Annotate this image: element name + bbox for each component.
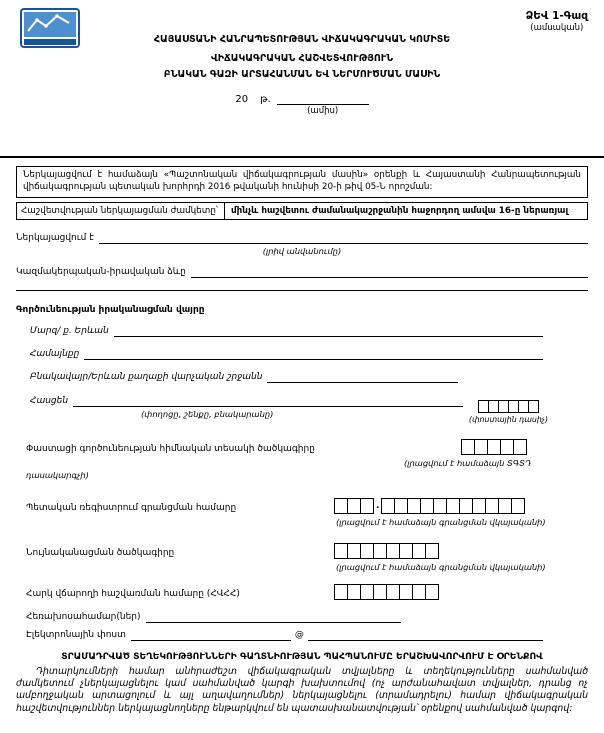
email-domain-input-line[interactable] <box>308 629 543 641</box>
field-address-block <box>16 395 588 424</box>
deadline-row <box>16 202 588 220</box>
code-box[interactable] <box>412 543 426 559</box>
activity-code-boxes[interactable] <box>461 439 527 455</box>
field-marz <box>30 325 588 337</box>
committee-title: ՀԱՅԱՍՏԱՆԻ ՀԱՆՐԱՊԵՏՈՒԹՅԱՆ ՎԻՃԱԿԱԳՐԱԿԱՆ ԿՈՄԻՏԵ <box>153 34 451 45</box>
code-box[interactable] <box>487 439 501 455</box>
marz-input-line[interactable] <box>114 325 543 337</box>
code-box[interactable] <box>360 498 374 514</box>
month-input-line[interactable] <box>277 94 369 105</box>
code-box[interactable] <box>347 543 361 559</box>
id-code-boxes[interactable] <box>334 543 439 559</box>
code-box[interactable] <box>373 543 387 559</box>
code-box[interactable] <box>347 584 361 600</box>
marz-label: Մարզ/ ք. Երևան <box>30 325 109 336</box>
code-box[interactable] <box>347 498 361 514</box>
field-community <box>30 348 588 360</box>
confidentiality-statement: ՏՐԱՄԱԴՐՎԱԾ ՏԵՂԵԿՈՒԹՅՈՒՆՆԵՐԻ ԳԱՂՏՆԻՈՒԹՅԱՆ ՊԱՀՊԱՆՈՒՄԸ ԵՐԱՇԽԱՎՈՐՎՈՒՄ Է ՕՐԵՆՔՈՎ <box>61 650 543 662</box>
report-subject-title: ԲՆԱԿԱՆ ԳԱԶԻ ԱՐՏԱՀԱՆՄԱՆ ԵՎ ՆԵՐՄՈՒԾՄԱՆ ՄԱՍԻՆ <box>163 69 441 80</box>
field-tax-number <box>16 584 588 601</box>
email-label: Էլեկտրոնային փոստ <box>26 629 126 640</box>
field-org-legal-form <box>16 266 588 278</box>
activity-code-label: Փաստացի գործունեության հիմնական տեսակի ծածկագիրը <box>26 443 315 454</box>
register-number-label: Պետական ռեգիստրում գրանցման համարը <box>26 502 237 513</box>
code-box[interactable] <box>446 498 460 514</box>
code-box[interactable] <box>407 498 421 514</box>
year-suffix: թ. <box>260 94 271 105</box>
code-box[interactable] <box>511 498 525 514</box>
register-number-dot: . <box>376 500 380 511</box>
field-activity-code <box>16 439 588 456</box>
settlement-input-line[interactable] <box>267 371 458 383</box>
code-box[interactable] <box>399 543 413 559</box>
field-presented-by <box>16 232 588 244</box>
code-box[interactable] <box>381 498 395 514</box>
armstat-logo <box>20 8 80 51</box>
code-box[interactable] <box>412 584 426 600</box>
report-period-row <box>16 94 588 116</box>
code-box[interactable] <box>360 543 374 559</box>
code-box[interactable] <box>420 498 434 514</box>
address-hint: (փողոցը, շենքը, բնակարանը) <box>141 408 274 419</box>
code-box[interactable] <box>433 498 447 514</box>
email-at-sign: @ <box>294 629 304 640</box>
liability-note: Դիտարկումների համար անհրաժեշտ վիճակագրական տվյալները և տեղեկությունները սահմանված ժամկետում չներկայացնելու կամ սահմանված կարգի խախտումով (ոչ արժանահավատ տվյալներ, դրանց ոչ ամբողջական արտացոլում և այլ աղավաղումներ) ներկայացնելու (տրամադրելու) համար վիճակագրական հաշվետվություններ ներկայացնողները ենթարկվում են պատասխանատվության՝ օրենքով սահմանված կարգով: <box>16 665 588 714</box>
code-box[interactable] <box>459 498 473 514</box>
code-box[interactable] <box>425 543 439 559</box>
register-number-boxes <box>334 498 525 514</box>
postal-code-boxes[interactable] <box>478 400 539 413</box>
code-box[interactable] <box>386 543 400 559</box>
form-titles <box>16 8 588 80</box>
presented-by-input-line[interactable] <box>99 232 588 244</box>
form-code: ՁԵՎ 1-Գազ <box>525 10 588 22</box>
legal-basis-note: Ներկայացվում է համաձայն «Պաշտոնական վիճակագրության մասին» օրենքի և Հայաստանի Հանրապետության վիճակագրության պետական խորհրդի 2016 թվականի հունիսի 20-ի թիվ 05-Ն որոշման: <box>16 166 588 198</box>
register-number-boxes-a[interactable] <box>334 498 374 514</box>
code-box[interactable] <box>474 439 488 455</box>
field-email <box>16 629 588 641</box>
address-input-line[interactable] <box>73 395 463 407</box>
community-label: Համայնքը <box>30 348 80 359</box>
id-code-hint: (լրացվում է համաձայն գրանցման վկայականի) <box>336 561 546 572</box>
code-box[interactable] <box>485 498 499 514</box>
field-id-code <box>16 543 588 560</box>
month-column <box>277 94 369 116</box>
tax-number-label: Հարկ վճարողի հաշվառման համարը (ՀՎՀՀ) <box>26 588 240 599</box>
field-register-number <box>16 498 588 515</box>
register-number-boxes-b[interactable] <box>381 498 525 514</box>
activity-code-hint-line1: (լրացվում է համաձայն ՏԳՏԴ <box>404 457 532 468</box>
code-box[interactable] <box>513 439 527 455</box>
phone-label: Հեռախոսահամար(ներ) <box>26 611 141 622</box>
form-id-block <box>526 10 588 33</box>
activity-code-hint-line2: դասակարգչի) <box>26 469 89 480</box>
tax-number-boxes[interactable] <box>334 584 439 600</box>
year-prefix: 20 <box>235 94 249 105</box>
code-box[interactable] <box>498 498 512 514</box>
code-box[interactable] <box>373 584 387 600</box>
postal-code-block <box>469 400 548 424</box>
armstat-logo-icon <box>20 8 80 48</box>
phone-input-line[interactable] <box>146 611 401 623</box>
month-hint: (ամիս) <box>307 106 339 116</box>
org-legal-form-label: Կազմակերպական-իրավական ձևը <box>16 266 186 277</box>
register-number-hint: (լրացվում է համաձայն գրանցման վկայականի) <box>336 516 546 527</box>
deadline-label: Հաշվետվության ներկայացման ժամկետը՝ <box>21 205 218 216</box>
address-label: Հասցեն <box>30 395 69 406</box>
deadline-value: մինչև հաշվետու ժամանակաշրջանին հաջորդող ամսվա 16-ը ներառյալ <box>224 203 587 219</box>
settlement-label: Բնակավայր/Երևան քաղաքի վարչական շրջանն <box>30 371 263 382</box>
code-box[interactable] <box>334 543 348 559</box>
code-box[interactable] <box>334 498 348 514</box>
code-box[interactable] <box>528 400 539 413</box>
code-box[interactable] <box>425 584 439 600</box>
code-box[interactable] <box>386 584 400 600</box>
org-legal-form-input-line[interactable] <box>191 266 588 278</box>
community-input-line[interactable] <box>84 348 543 360</box>
activity-location-title: Գործունեության իրականացման վայրը <box>16 304 205 315</box>
presented-by-hint: (լրիվ անվանումը) <box>262 245 342 256</box>
code-box[interactable] <box>500 439 514 455</box>
field-settlement <box>30 371 588 383</box>
field-phone <box>16 611 588 623</box>
org-legal-form-input-line-2[interactable] <box>16 278 588 291</box>
postal-code-hint: (փոստային դասիչ) <box>468 414 548 424</box>
header-divider <box>0 156 604 158</box>
code-box[interactable] <box>360 584 374 600</box>
report-type-title: ՎԻՃԱԿԱԳՐԱԿԱՆ ՀԱՇՎԵՏՎՈՒԹՅՈՒՆ <box>210 53 394 64</box>
code-box[interactable] <box>394 498 408 514</box>
id-code-label: Նույնականացման ծածկագիրը <box>26 547 175 558</box>
code-box[interactable] <box>461 439 475 455</box>
presented-by-label: Ներկայացվում է <box>16 232 94 243</box>
form-periodicity: (ամսական) <box>530 23 584 33</box>
code-box[interactable] <box>472 498 486 514</box>
email-local-input-line[interactable] <box>131 629 291 641</box>
code-box[interactable] <box>334 584 348 600</box>
form-header <box>16 8 588 116</box>
code-box[interactable] <box>399 584 413 600</box>
